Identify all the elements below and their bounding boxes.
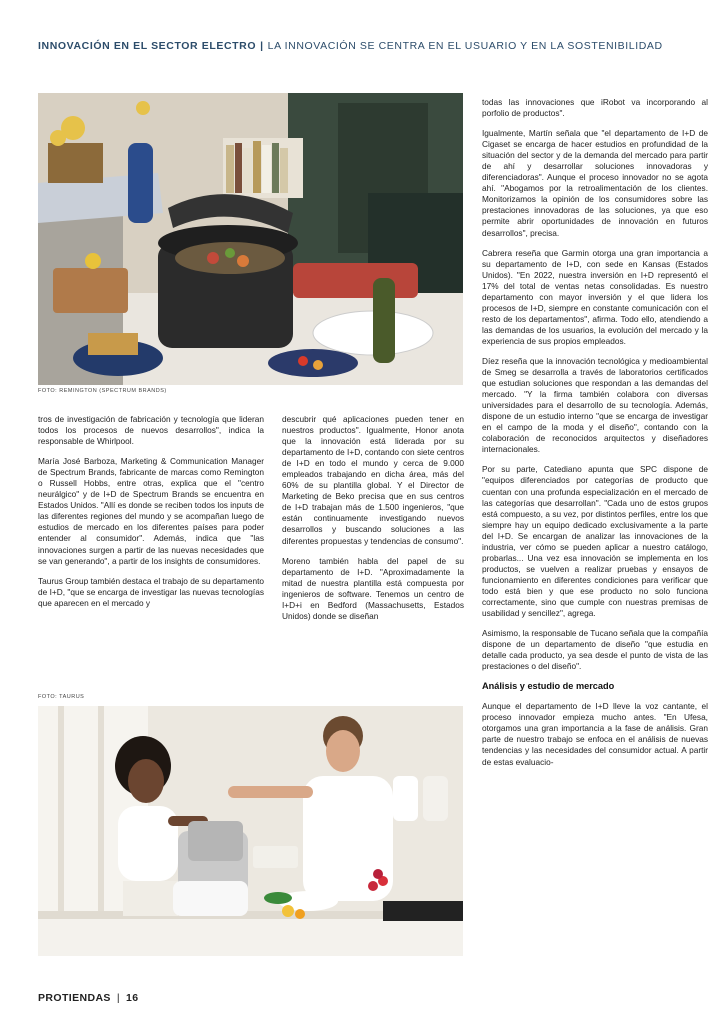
header-separator: | [260,40,264,52]
section-subtitle: LA INNOVACIÓN SE CENTRA EN EL USUARIO Y EN LA SOSTENIBILIDAD [267,40,663,52]
page-header [38,40,698,52]
kitchen-scene-illustration [38,93,463,385]
magazine-name: PROTIENDAS [38,992,111,1004]
paragraph: Aunque el departamento de I+D lleve la voz cantante, el proceso innovador empieza mucho antes. "En Ufesa, otorgamos una gran importancia a la fase de análisis. Gran parte de nuestro trabajo se enfoca en el análisis de nuevas tendencias y las necesidades del consumidor actual. A partir de estas evaluacio- [482,701,708,767]
footer-separator: | [116,992,120,1004]
page-footer [38,992,138,1004]
photo-caption-top: FOTO: REMINGTON (SPECTRUM BRANDS) [38,388,167,394]
paragraph: María José Barboza, Marketing & Communication Manager de Spectrum Brands, fabricante de marcas como Remington o Russell Hobbs, entre otras, explica que el "centro neurálgico" y de I+D de Spectrum Brands se encuentra en Estados Unidos. "Allí es donde se reciben todos los inputs de las diferentes regiones del mundo y se acompañan luego de estudios de mercado en los diferentes países para poder entender al consumidor". Además, indica que "las innovaciones surgen a partir de las nuevas necesidades que se van generando", a partir de los insights de consumidores. [38,456,264,566]
page-number: 16 [125,992,139,1004]
paragraph: Moreno también habla del papel de su departamento de I+D. "Aproximadamente la mitad de nuestra plantilla está compuesta por ingenieros de software. Tenemos un centro de I+D+i en Bedford (Massachusetts, Estados Unidos) donde se diseñan [282,555,464,621]
couple-cooking-illustration [38,706,463,956]
paragraph: todas las innovaciones que iRobot va incorporando al porfolio de productos". [482,97,708,119]
paragraph: Cabrera reseña que Garmin otorga una gran importancia a su departamento de I+D, con sede en Kansas (Estados Unidos). "En 2022, nuestra inversión en I+D representó el 17% del total de ventas netas consolidadas. Es nuestro departamento con mayor inversión y el que lidera los procesos de I+D, siempre en constante comunicación con el resto de los departamentos", afirma. Todo ello, atendiendo a las demandas de los usuarios, la evolución del mercado y la experiencia de sus propios empleados. [482,247,708,346]
paragraph: tros de investigación de fabricación y tecnología que lideran todos los procesos de nuevos desarrollos", indica la responsable de Whirlpool. [38,414,264,447]
text-column-3 [482,97,708,777]
paragraph: Taurus Group también destaca el trabajo de su departamento de I+D, "que se encarga de investigar las nuevas tecnologías que aparecen en el mercado y [38,575,264,608]
section-title: INNOVACIÓN EN EL SECTOR ELECTRO [38,40,257,52]
paragraph: Por su parte, Catediano apunta que SPC dispone de "equipos diferenciados por categorías de producto que cuentan con una profunda especialización en el mercado de las categorías que desarrollan". "Cada uno de estos grupos está compuesto, a su vez, por distintos perfiles, entre los que siempre hay un equipo dedicado exclusivamente a la parte del I+D. Se encargan de analizar las innovaciones de la industria, ver cómo se pueden aplicar a nuestro catálogo, probarlas... Una vez esa innovación se implementa en los productos, se vuelven a realizar pruebas y ensayos de funcionamiento en diferentes condiciones para verificar que todo está bien y que ese producto no solo funciona correctamente, sino que cumple con nuestras premisas de usabilidad y sencillez", agrega. [482,464,708,619]
photo-caption-bottom: FOTO: TAURUS [38,694,85,700]
paragraph: Igualmente, Martín señala que "el departamento de I+D de Cigaset se encarga de hacer estudios en profundidad de la situación del sector y de la demanda del mercado para partir de ahí y desarrollar soluciones innovadoras y diferenciadoras". Aunque el proceso innovador no se agota ahí. "Abogamos por la retroalimentación de los clientes. Monitorizamos la opinión de los consumidores sobre las prestaciones innovadoras de las soluciones, ya que eso permite abrir oportunidades de innovación en futuros desarrollos", precisa. [482,128,708,238]
text-column-1 [38,414,264,618]
section-heading: Análisis y estudio de mercado [482,681,615,692]
text-column-2 [282,414,464,631]
photo-remington-kitchen [38,93,463,385]
paragraph: Asimismo, la responsable de Tucano señala que la compañía dispone de un departamento de diseño "que estudia en detalle cada producto, ya sea desde el punto de vista de las prestaciones o del diseño". [482,628,708,672]
paragraph: Díez reseña que la innovación tecnológica y medioambiental de Smeg se desarrolla a través de laboratorios certificados que estudian soluciones que respondan a las demandas del mercado. "Y la firma también colabora con diversas universidades para el desarrollo de su tecnología. Además, dispone de un estudio interno "que se encarga de investigar en el campo de la moda y el diseño", contando con la colaboración de reconocidos arquitectos y diseñadores internacionales. [482,355,708,455]
paragraph: descubrir qué aplicaciones pueden tener en nuestros productos". Igualmente, Honor anota que la innovación está liderada por su departamento de I+D, contando con siete centros de I+D en todo el mundo y cerca de 9.000 empleados trabajando en dicha área, más del 60% de su plantilla global. Y el Director de Marketing de Beko precisa que en sus centros de I+D trabajan más de 1.500 ingenieros, "que están continuamente investigando nuevos desarrollos y buscando soluciones a las diferentes propuestas y tendencias de consumo". [282,414,464,546]
photo-taurus-couple [38,706,463,956]
